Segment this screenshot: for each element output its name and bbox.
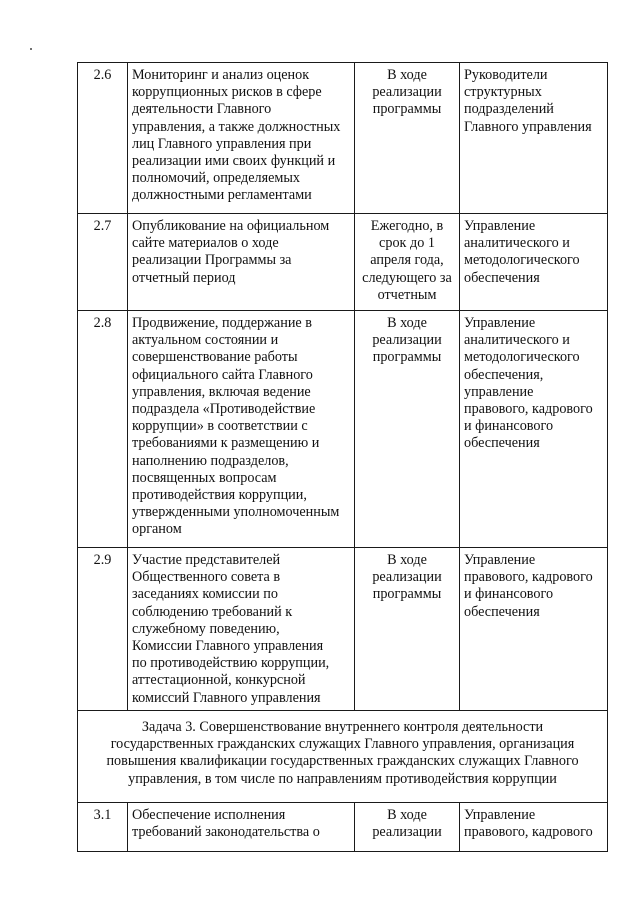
measure-deadline: В ходе реализации программы <box>355 311 460 548</box>
task-heading-row <box>78 711 608 803</box>
row-number: 2.8 <box>78 311 128 548</box>
task-3-heading: Задача 3. Совершенствование внутреннего контроля деятельности государственных гражданских служащих Главного управления, организация повышения квалификации государственных гражданских служащих Главного управления, в том числе по направлениям противодействия коррупции <box>78 711 608 803</box>
measure-description: Участие представителей Общественного совета в заседаниях комиссии по соблюдению требований к служебному поведению, Комиссии Главного управления по противодействию коррупции, аттестационной, конкурсной комиссий Главного управления <box>128 548 355 711</box>
measures-table <box>77 62 608 852</box>
row-number: 2.6 <box>78 63 128 214</box>
table-row <box>78 311 608 548</box>
row-number: 3.1 <box>78 803 128 852</box>
measure-responsible: Управление аналитического и методологического обеспечения <box>460 214 608 311</box>
measure-description: Продвижение, поддержание в актуальном состоянии и совершенствование работы официального сайта Главного управления, включая ведение подраздела «Противодействие коррупции» в соответствии с требованиями к размещению и наполнению подразделов, посвященных вопросам противодействия коррупции, утвержденными уполномоченным органом <box>128 311 355 548</box>
row-number: 2.9 <box>78 548 128 711</box>
table-row <box>78 803 608 852</box>
measure-responsible: Управление правового, кадрового и финансового обеспечения <box>460 548 608 711</box>
measure-deadline: В ходе реализации <box>355 803 460 852</box>
row-number: 2.7 <box>78 214 128 311</box>
measure-responsible: Управление правового, кадрового <box>460 803 608 852</box>
measure-responsible: Управление аналитического и методологического обеспечения, управление правового, кадрового и финансового обеспечения <box>460 311 608 548</box>
table-row <box>78 63 608 214</box>
measure-deadline: Ежегодно, в срок до 1 апреля года, следующего за отчетным <box>355 214 460 311</box>
table-row <box>78 214 608 311</box>
table-row <box>78 548 608 711</box>
measure-description: Мониторинг и анализ оценок коррупционных рисков в сфере деятельности Главного управления, а также должностных лиц Главного управления при реализации ими своих функций и полномочий, определяемых должностными регламентами <box>128 63 355 214</box>
measure-responsible: Руководители структурных подразделений Главного управления <box>460 63 608 214</box>
measure-deadline: В ходе реализации программы <box>355 548 460 711</box>
measure-description: Опубликование на официальном сайте материалов о ходе реализации Программы за отчетный период <box>128 214 355 311</box>
measure-deadline: В ходе реализации программы <box>355 63 460 214</box>
scan-speck <box>30 48 32 50</box>
measure-description: Обеспечение исполнения требований законодательства о <box>128 803 355 852</box>
